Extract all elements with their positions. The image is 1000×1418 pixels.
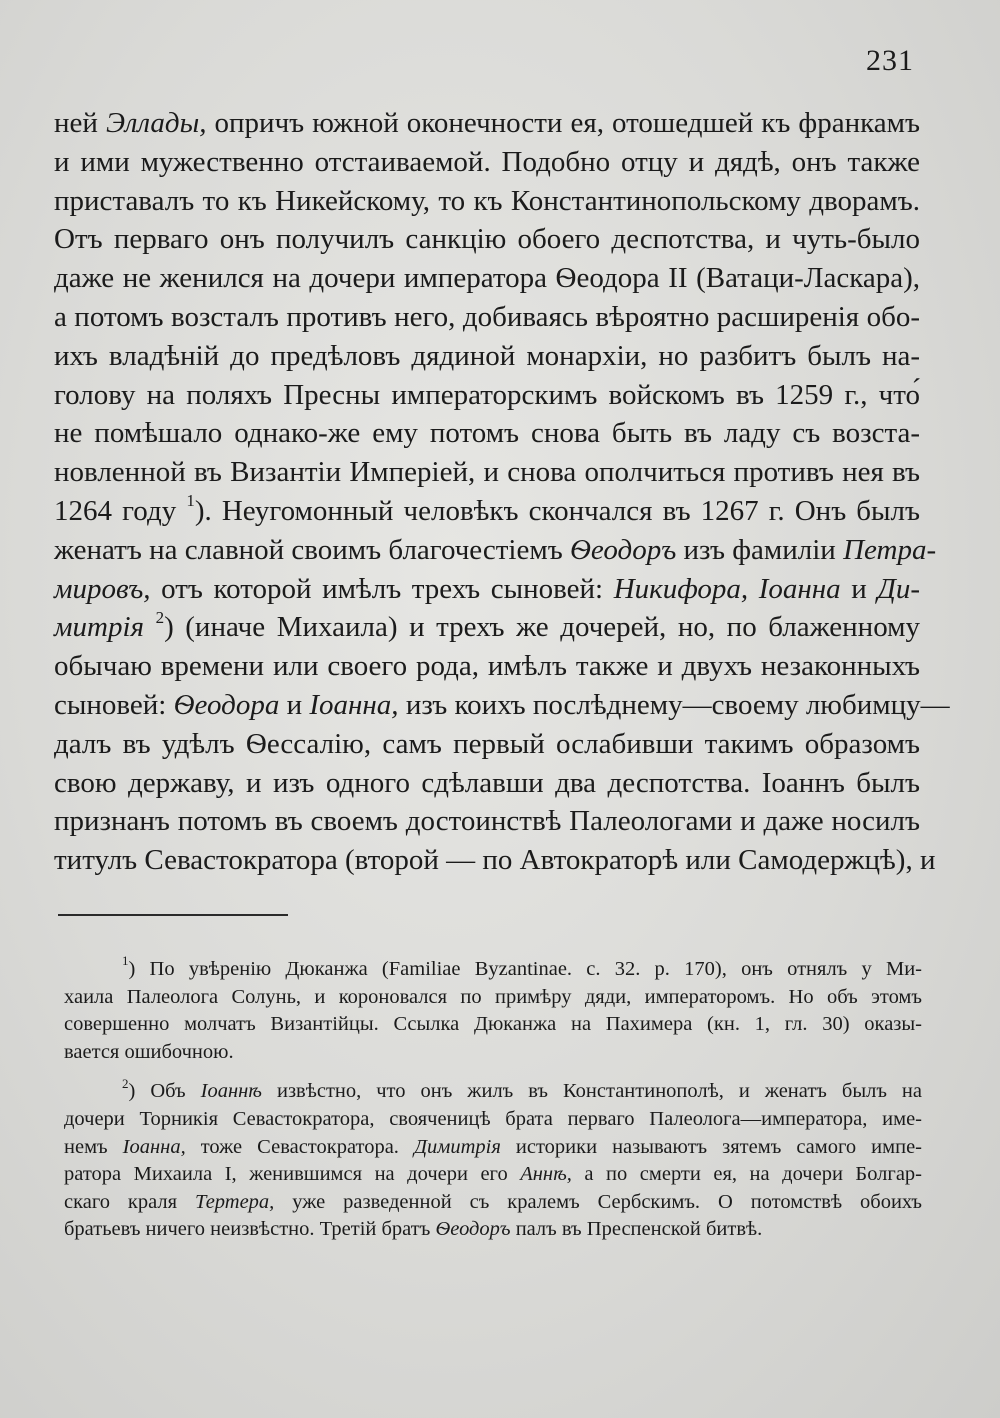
text-run: дочери Торникія Севастократора, свояченицѣ брата перваго Палеолога—императора, име-: [64, 1107, 922, 1130]
text-line: [54, 453, 920, 492]
main-text: [54, 104, 950, 880]
text-run: вается ошибочною.: [64, 1040, 234, 1063]
text-run: ) (иначе Михаила) и трехъ же дочерей, но, по блаженному: [164, 611, 921, 644]
text-line: [54, 647, 920, 686]
text-line: [54, 337, 920, 376]
text-line: [54, 492, 920, 531]
italic-text: Петра-: [843, 533, 937, 566]
text-run: и: [840, 572, 878, 605]
footnote-gap: [64, 1066, 922, 1078]
footnote-line: [64, 1039, 922, 1067]
text-line: [54, 686, 950, 725]
footnote: [64, 953, 922, 1066]
page-number: 231: [866, 44, 914, 77]
text-line: [54, 531, 937, 570]
footnote-line: [64, 1189, 922, 1217]
text-run: скаго краля: [64, 1190, 196, 1213]
text-line: [54, 376, 920, 415]
text-run: ихъ владѣній до предѣловъ дядиной монархіи, но разбитъ былъ на-: [54, 339, 920, 372]
text-run: ) Объ: [128, 1080, 201, 1103]
footnote-line: [64, 1134, 922, 1162]
text-run: а по смерти ея, на дочери Болгар-: [571, 1163, 922, 1186]
text-line: [54, 764, 920, 803]
text-run: даже не женился на дочери императора Ѳеодора II (Ватаци-Ласкара),: [54, 262, 920, 295]
text-run: сыновей:: [54, 688, 174, 721]
footnotes: [64, 953, 922, 1244]
text-line: [54, 298, 920, 337]
text-run: ) По увѣренію Дюканжа (Familiae Byzantinae. c. 32. p. 170), онъ отнялъ у Ми-: [128, 958, 922, 980]
italic-text: Іоаннѣ: [200, 1080, 262, 1103]
text-run: не помѣшало однако-же ему потомъ снова быть въ ладу съ возста-: [54, 417, 920, 450]
text-run: совершенно молчатъ Византійцы. Ссылка Дюканжа на Пахимера (кн. 1, гл. 30) оказы-: [64, 1013, 922, 1036]
text-run: и: [279, 688, 310, 721]
text-run: приставалъ то къ Никейскому, то къ Константинопольскому дворамъ.: [54, 184, 920, 217]
text-line: [54, 143, 920, 182]
text-run: 1264 году: [54, 494, 187, 527]
text-line: [54, 414, 920, 453]
text-run: [144, 611, 156, 643]
text-line: [54, 182, 920, 221]
text-line: [54, 259, 920, 298]
text-run: обычаю времени или своего рода, имѣлъ также и двухъ незаконныхъ: [54, 650, 920, 683]
footnote-line: [64, 1106, 922, 1134]
text-run: новленной въ Византіи Имперіей, и снова ополчиться противъ нея въ: [54, 456, 920, 489]
text-run: далъ въ удѣлъ Ѳессалію, самъ первый ослабивши такимъ образомъ: [54, 727, 920, 760]
italic-text: Іоанна,: [309, 688, 399, 721]
footnote-divider: [58, 914, 288, 916]
text-line: [54, 608, 920, 647]
footnote-marker: 2: [122, 1075, 129, 1091]
text-line: [54, 802, 920, 841]
text-run: историки называютъ зятемъ самого импе-: [500, 1135, 922, 1158]
italic-text: Іоанна,: [122, 1135, 186, 1158]
italic-text: Ѳеодоръ: [569, 533, 677, 566]
text-run: изъ коихъ послѣднему—своему любимцу—: [398, 688, 950, 721]
footnote: [64, 1075, 922, 1244]
footnote-line: [64, 953, 922, 984]
italic-text: Ѳеодоръ: [435, 1218, 511, 1241]
text-run: немъ: [64, 1135, 123, 1158]
text-run: хаила Палеолога Солунь, и короновался по примѣру дяди, императоромъ. Но объ этомъ: [64, 985, 922, 1008]
footnote-line: [64, 984, 922, 1012]
italic-text: Ди-: [877, 572, 920, 605]
text-run: братьевъ ничего неизвѣстно. Третій братъ: [64, 1218, 436, 1241]
text-run: титулъ Севастократора (второй — по Автократорѣ или Самодержцѣ), и: [54, 844, 936, 877]
italic-text: Димитрія: [413, 1135, 501, 1158]
text-run: опричъ южной оконечности ея, отошедшей къ франкамъ: [206, 107, 920, 139]
italic-text: Эллады,: [105, 107, 207, 139]
italic-text: Аннѣ,: [520, 1163, 572, 1186]
italic-text: Никифора, Іоанна: [613, 572, 841, 605]
text-line: [54, 725, 920, 764]
italic-text: мировъ,: [54, 572, 151, 605]
footnote-marker: 1: [186, 491, 195, 511]
italic-text: Ѳеодора: [173, 688, 280, 721]
text-run: голову на поляхъ Пресны императорскимъ войскомъ въ 1259 г., что́: [54, 378, 920, 411]
text-line: [54, 104, 920, 143]
text-run: извѣстно, что онъ жилъ въ Константинополѣ, и женатъ былъ на: [261, 1080, 922, 1103]
text-run: свою державу, и изъ одного сдѣлавши два деспотства. Іоаннъ былъ: [54, 766, 920, 799]
footnote-marker: 1: [122, 953, 129, 969]
text-run: и ими мужественно отстаиваемой. Подобно отцу и дядѣ, онъ также: [54, 145, 920, 178]
text-run: а потомъ возсталъ противъ него, добиваясь вѣроятно расширенія обо-: [54, 300, 920, 333]
footnote-marker: 2: [155, 607, 165, 627]
text-line: [54, 220, 920, 259]
text-run: признанъ потомъ въ своемъ достоинствѣ Палеологами и даже носилъ: [54, 805, 920, 838]
footnote-line: [64, 1216, 922, 1244]
text-line: [54, 841, 936, 880]
text-run: уже разведенной съ кралемъ Сербскимъ. О потомствѣ обоихъ: [274, 1190, 922, 1213]
text-run: ней: [54, 107, 106, 139]
text-run: женатъ на славной своимъ благочестіемъ: [54, 533, 570, 566]
text-run: ). Неугомонный человѣкъ скончался въ 1267 г. Онъ былъ: [194, 494, 921, 527]
footnote-line: [64, 1075, 922, 1106]
text-run: Отъ перваго онъ получилъ санкцію обоего деспотства, и чуть-было: [54, 223, 920, 256]
text-line: [54, 570, 920, 609]
text-run: тоже Севастократора.: [185, 1135, 414, 1158]
text-run: изъ фамиліи: [676, 533, 844, 566]
text-run: отъ которой имѣлъ трехъ сыновей:: [150, 572, 614, 605]
footnote-line: [64, 1161, 922, 1189]
text-run: ратора Михаила I, женившимся на дочери его: [64, 1163, 521, 1186]
italic-text: Тертера,: [195, 1190, 275, 1213]
italic-text: митрія: [54, 611, 144, 644]
text-run: палъ въ Преспенской битвѣ.: [510, 1218, 763, 1241]
footnote-line: [64, 1011, 922, 1039]
